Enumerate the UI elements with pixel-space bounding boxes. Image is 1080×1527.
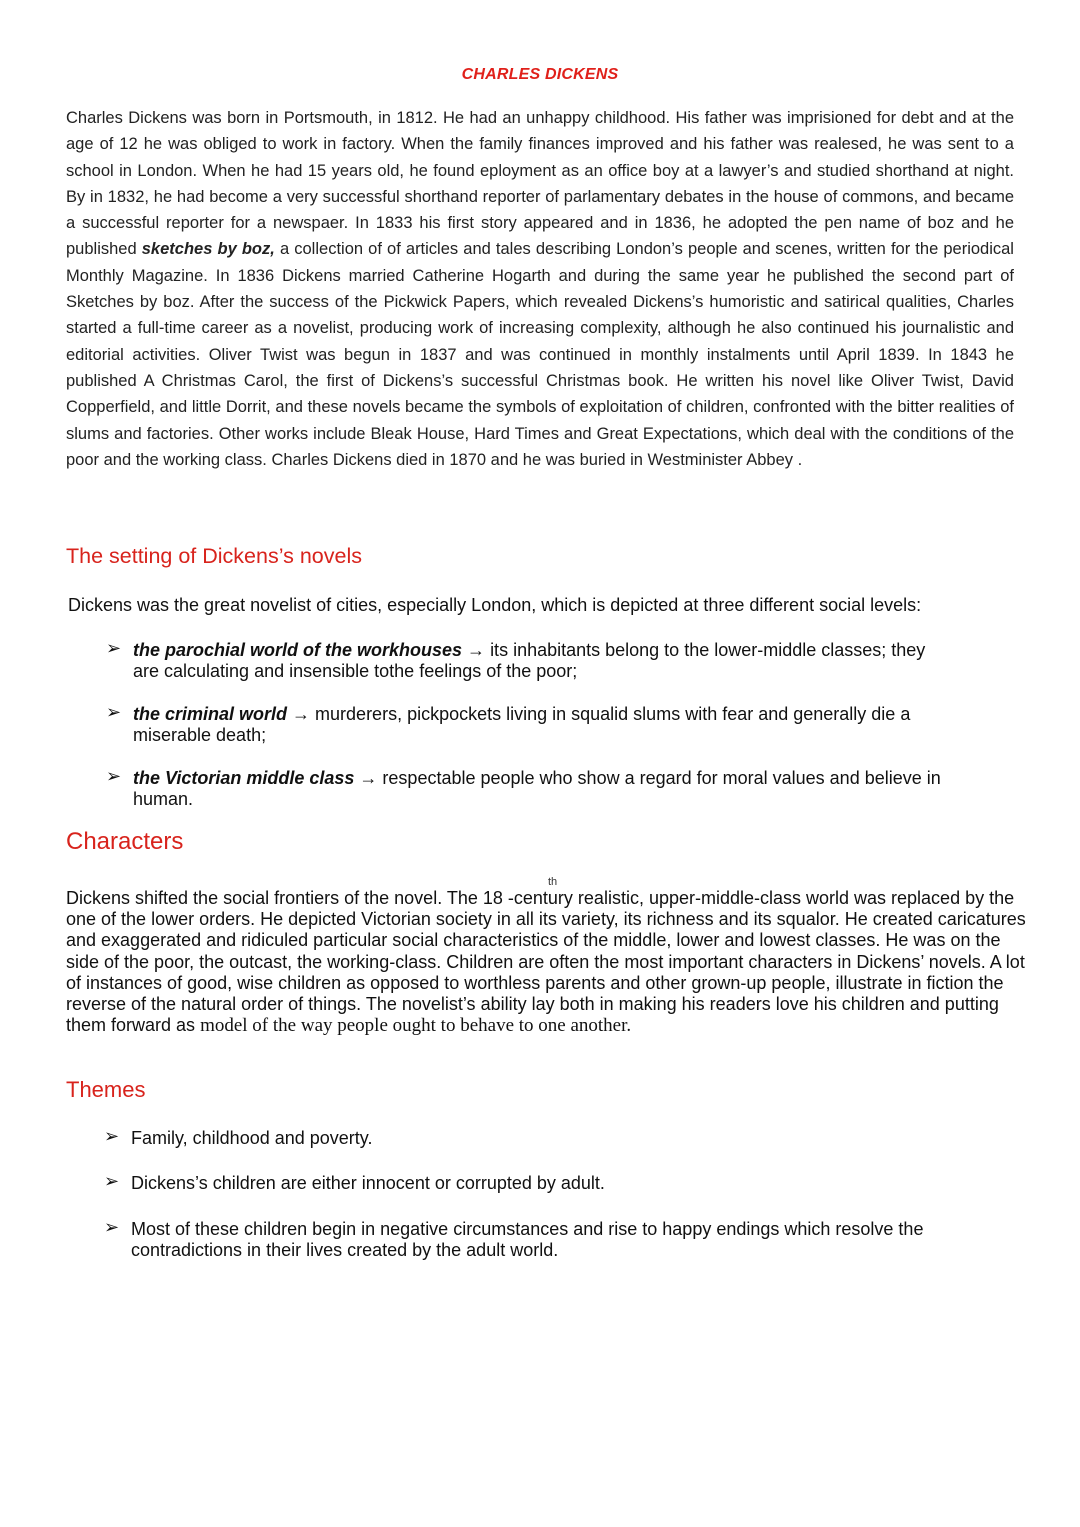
characters-paragraph [66, 888, 1026, 1036]
theme-item-family [104, 1126, 1031, 1149]
theme-item-text: Most of these children begin in negative circumstances and rise to happy endings which resolve the [131, 1219, 924, 1239]
arrow-bullet-icon: ➢ [106, 638, 122, 658]
setting-item-desc: its inhabitants belong to the lower-middle classes; they [490, 640, 926, 660]
setting-item-desc: murderers, pickpockets living in squalid slums with fear and generally die a [315, 704, 911, 724]
setting-item-criminal-world [106, 702, 1023, 746]
setting-item-term: the Victorian middle class [133, 768, 355, 788]
setting-item-middle-class [106, 766, 1033, 810]
theme-item-text-cont: contradictions in their lives created by the adult world. [131, 1240, 559, 1260]
themes-heading: Themes [66, 1077, 146, 1102]
intro-paragraph [66, 105, 1014, 473]
arrow-bullet-icon: ➢ [104, 1126, 120, 1146]
theme-item-circumstances [104, 1217, 1031, 1261]
theme-item-text: Dickens’s children are either innocent or corrupted by adult. [131, 1173, 605, 1193]
setting-intro: Dickens was the great novelist of cities, especially London, which is depicted at three different social levels: [68, 595, 922, 615]
characters-heading: Characters [66, 828, 184, 855]
intro-text-end: a collection of of articles and tales describing London’s people and scenes, written for the periodical Monthly Magazine. In 1836 Dickens married Catherine Hogarth and during the same year he published the second part of Sketches by boz. After the success of the Pickwick Papers, which revealed Dickens’s humoristic and satirical qualities, Charles started a full-time career as a novelist, producing work of increasing complexity, although he also continued his journalistic and editorial activities. Oliver Twist was begun in 1837 and was continued in monthly instalments until April 1839. In 1843 he published A Christmas Carol, the first of Dickens’s successful Christmas book. He written his novel like Oliver Twist, David Copperfield, and little Dorrit, and these novels became the symbols of exploitation of children, confronted with the bitter realities of slums and factories. Other works include Bleak House, Hard Times and Great Expectations, which deal with the conditions of the poor and the working class. Charles Dickens died in 1870 and he was buried in Westminister Abbey . [66, 240, 1014, 469]
right-arrow-icon: → [287, 704, 316, 724]
setting-heading: The setting of Dickens’s novels [66, 544, 362, 568]
characters-text-tail: model of the way people ought to behave to one another. [200, 1015, 632, 1037]
right-arrow-icon: → [354, 768, 383, 788]
theme-item-text: Family, childhood and poverty. [131, 1128, 373, 1148]
setting-item-term: the parochial world of the workhouses [133, 640, 463, 660]
setting-item-desc-cont: miserable death; [133, 725, 267, 745]
ordinal-superscript: th [548, 876, 558, 888]
setting-item-desc-cont: human. [133, 789, 194, 809]
setting-item-term: the criminal world [133, 704, 288, 724]
arrow-bullet-icon: ➢ [106, 766, 122, 786]
arrow-bullet-icon: ➢ [104, 1217, 120, 1237]
document-title: CHARLES DICKENS [461, 66, 619, 83]
theme-item-children [104, 1171, 1031, 1194]
intro-bold-title: sketches by boz, [141, 240, 275, 259]
setting-item-desc: respectable people who show a regard for moral values and believe in [382, 768, 941, 788]
setting-item-desc-cont: are calculating and insensible tothe feelings of the poor; [133, 661, 578, 681]
setting-item-workhouses [106, 638, 1023, 682]
arrow-bullet-icon: ➢ [104, 1171, 120, 1191]
intro-text-start: Charles Dickens was born in Portsmouth, in 1812. He had an unhappy childhood. His father was imprisioned for debt and at the age of 12 he was obliged to work in factory. When the family finances improved and his father was realesed, he was sent to a school in London. When he had 15 years old, he found eployment as an office boy at a lawyer’s and studied shorthand at night. By in 1832, he had become a very successful shorthand reporter of parlamentary debates in the house of commons, and became a successful reporter for a newspaer. In 1833 his first story appeared and in 1836, he adopted the pen name of boz and he published [66, 109, 1014, 259]
right-arrow-icon: → [462, 640, 491, 660]
characters-text: Dickens shifted the social frontiers of the novel. The 18 -century realistic, upper-middle-class world was replaced by the one of the lower orders. He depicted Victorian society in all its variety, its richness and its squalor. He created caricatures and exaggerated and ridiculed particular social characteristics of the middle, lower and lowest classes. He was on the side of the poor, the outcast, the working-class. Children are often the most important characters in Dickens’ novels. A lot of instances of good, wise children as opposed to worthless parents and other grown-up people, illustrate in fiction the reverse of the natural order of things. The novelist’s ability lay both in making his readers love his children and putting them forward as [66, 888, 1026, 1036]
arrow-bullet-icon: ➢ [106, 702, 122, 722]
